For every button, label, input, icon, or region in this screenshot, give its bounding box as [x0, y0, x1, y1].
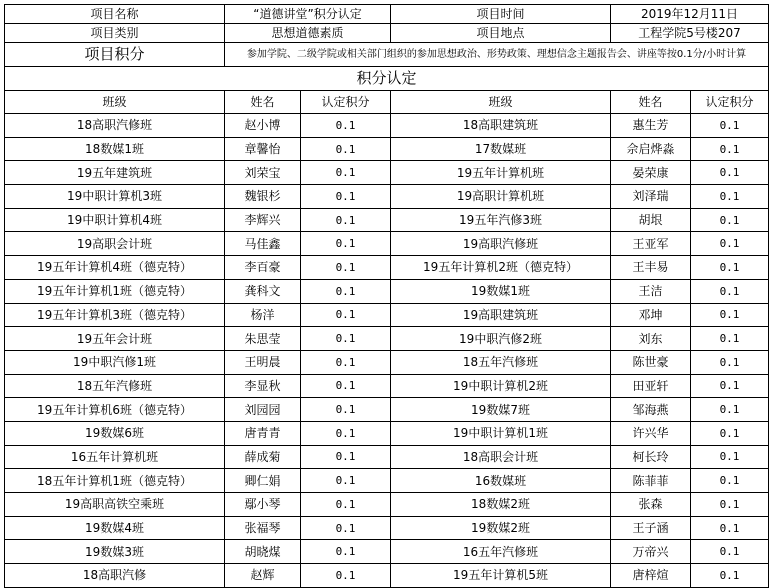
score-cell: 0.1 — [301, 564, 391, 588]
project-name-row — [5, 5, 769, 24]
score-cell: 0.1 — [691, 327, 769, 351]
class-cell: 18数媒1班 — [5, 137, 225, 161]
class-cell: 18高职会计班 — [391, 445, 611, 469]
score-cell: 0.1 — [301, 256, 391, 280]
class-cell: 17数媒班 — [391, 137, 611, 161]
name-cell: 唐梓煊 — [611, 564, 691, 588]
project-location-label: 项目地点 — [391, 24, 611, 43]
name-cell: 晏荣康 — [611, 161, 691, 185]
table-row — [5, 208, 769, 232]
table-row — [5, 445, 769, 469]
name-cell: 章馨怡 — [225, 137, 301, 161]
score-cell: 0.1 — [691, 516, 769, 540]
class-cell: 19中职计算机4班 — [5, 208, 225, 232]
class-cell: 19数媒1班 — [391, 279, 611, 303]
name-cell: 龚科文 — [225, 279, 301, 303]
class-cell: 19高职汽修班 — [391, 232, 611, 256]
name-cell: 邓坤 — [611, 303, 691, 327]
class-cell: 18高职汽修班 — [5, 114, 225, 138]
name-cell: 许兴华 — [611, 421, 691, 445]
class-cell: 18五年汽修班 — [5, 374, 225, 398]
name-cell: 李辉兴 — [225, 208, 301, 232]
score-cell: 0.1 — [691, 421, 769, 445]
name-cell: 刘东 — [611, 327, 691, 351]
table-row — [5, 398, 769, 422]
class-cell: 18高职建筑班 — [391, 114, 611, 138]
name-cell: 王丰易 — [611, 256, 691, 280]
class-cell: 19五年汽修3班 — [391, 208, 611, 232]
class-cell: 19五年计算机5班 — [391, 564, 611, 588]
class-cell: 19中职计算机3班 — [5, 185, 225, 209]
class-cell: 19高职会计班 — [5, 232, 225, 256]
score-cell: 0.1 — [301, 350, 391, 374]
class-cell: 19高职计算机班 — [391, 185, 611, 209]
name-cell: 薛成菊 — [225, 445, 301, 469]
score-cell: 0.1 — [691, 208, 769, 232]
name-cell: 柯长玲 — [611, 445, 691, 469]
score-cell: 0.1 — [301, 398, 391, 422]
section-title: 积分认定 — [5, 67, 769, 91]
name-cell: 张福琴 — [225, 516, 301, 540]
project-score-label: 项目积分 — [5, 43, 225, 67]
name-cell: 鄢小琴 — [225, 493, 301, 517]
table-row — [5, 493, 769, 517]
class-cell: 19五年计算机班 — [391, 161, 611, 185]
score-cell: 0.1 — [301, 232, 391, 256]
class-cell: 19数媒6班 — [5, 421, 225, 445]
table-row — [5, 516, 769, 540]
table-row — [5, 161, 769, 185]
score-cell: 0.1 — [691, 161, 769, 185]
name-cell: 马佳鑫 — [225, 232, 301, 256]
column-header-name: 姓名 — [225, 91, 301, 114]
score-cell: 0.1 — [301, 208, 391, 232]
project-category-label: 项目类别 — [5, 24, 225, 43]
name-cell: 刘泽瑞 — [611, 185, 691, 209]
score-cell: 0.1 — [691, 350, 769, 374]
class-cell: 16五年计算机班 — [5, 445, 225, 469]
table-row — [5, 327, 769, 351]
name-cell: 王明晨 — [225, 350, 301, 374]
score-cell: 0.1 — [691, 540, 769, 564]
class-cell: 19五年建筑班 — [5, 161, 225, 185]
column-header-score: 认定积分 — [691, 91, 769, 114]
name-cell: 刘荣宝 — [225, 161, 301, 185]
score-cell: 0.1 — [691, 469, 769, 493]
name-cell: 杨洋 — [225, 303, 301, 327]
table-row — [5, 114, 769, 138]
score-cell: 0.1 — [301, 374, 391, 398]
name-cell: 唐青青 — [225, 421, 301, 445]
class-cell: 19中职计算机2班 — [391, 374, 611, 398]
name-cell: 李显秋 — [225, 374, 301, 398]
section-title-row — [5, 67, 769, 91]
name-cell: 惠生芳 — [611, 114, 691, 138]
score-cell: 0.1 — [691, 114, 769, 138]
name-cell: 胡垠 — [611, 208, 691, 232]
name-cell: 朱思莹 — [225, 327, 301, 351]
score-cell: 0.1 — [691, 279, 769, 303]
class-cell: 18高职汽修 — [5, 564, 225, 588]
table-row — [5, 564, 769, 588]
class-cell: 18数媒2班 — [391, 493, 611, 517]
class-cell: 16五年汽修班 — [391, 540, 611, 564]
score-cell: 0.1 — [301, 303, 391, 327]
class-cell: 18五年汽修班 — [391, 350, 611, 374]
table-row — [5, 350, 769, 374]
name-cell: 王亚军 — [611, 232, 691, 256]
project-category-value: 思想道德素质 — [225, 24, 391, 43]
name-cell: 卿仁娟 — [225, 469, 301, 493]
name-cell: 王洁 — [611, 279, 691, 303]
class-cell: 19数媒4班 — [5, 516, 225, 540]
class-cell: 19五年计算机2班（德克特） — [391, 256, 611, 280]
table-row — [5, 469, 769, 493]
project-score-rule: 参加学院、二级学院或相关部门组织的参加思想政治、形势政策、理想信念主题报告会、讲座等按0.1分/小时计算 — [225, 43, 769, 67]
class-cell: 19数媒2班 — [391, 516, 611, 540]
table-row — [5, 279, 769, 303]
name-cell: 万帝兴 — [611, 540, 691, 564]
class-cell: 16数媒班 — [391, 469, 611, 493]
name-cell: 魏银杉 — [225, 185, 301, 209]
name-cell: 邹海燕 — [611, 398, 691, 422]
name-cell: 田亚轩 — [611, 374, 691, 398]
table-row — [5, 421, 769, 445]
project-location-value: 工程学院5号楼207 — [611, 24, 769, 43]
score-cell: 0.1 — [691, 493, 769, 517]
column-header-class: 班级 — [391, 91, 611, 114]
score-cell: 0.1 — [691, 398, 769, 422]
score-cell: 0.1 — [691, 445, 769, 469]
name-cell: 赵辉 — [225, 564, 301, 588]
class-cell: 19高职高铁空乘班 — [5, 493, 225, 517]
table-row — [5, 303, 769, 327]
class-cell: 19中职汽修2班 — [391, 327, 611, 351]
name-cell: 陈世豪 — [611, 350, 691, 374]
score-cell: 0.1 — [691, 564, 769, 588]
score-cell: 0.1 — [301, 327, 391, 351]
name-cell: 胡晓煤 — [225, 540, 301, 564]
project-time-label: 项目时间 — [391, 5, 611, 24]
project-name-label: 项目名称 — [5, 5, 225, 24]
score-cell: 0.1 — [691, 232, 769, 256]
table-row — [5, 374, 769, 398]
class-cell: 19数媒3班 — [5, 540, 225, 564]
class-cell: 19中职汽修1班 — [5, 350, 225, 374]
score-cell: 0.1 — [301, 540, 391, 564]
table-row — [5, 232, 769, 256]
project-time-value: 2019年12月11日 — [611, 5, 769, 24]
table-row — [5, 540, 769, 564]
score-cell: 0.1 — [301, 421, 391, 445]
class-cell: 19五年计算机3班（德克特） — [5, 303, 225, 327]
name-cell: 赵小博 — [225, 114, 301, 138]
project-category-row — [5, 24, 769, 43]
class-cell: 18五年计算机1班（德克特） — [5, 469, 225, 493]
score-cell: 0.1 — [301, 469, 391, 493]
column-header-name: 姓名 — [611, 91, 691, 114]
score-cell: 0.1 — [301, 516, 391, 540]
class-cell: 19五年会计班 — [5, 327, 225, 351]
name-cell: 刘园园 — [225, 398, 301, 422]
class-cell: 19五年计算机4班（德克特） — [5, 256, 225, 280]
class-cell: 19五年计算机1班（德克特） — [5, 279, 225, 303]
score-cell: 0.1 — [301, 114, 391, 138]
column-header-score: 认定积分 — [301, 91, 391, 114]
score-cell: 0.1 — [691, 374, 769, 398]
class-cell: 19中职计算机1班 — [391, 421, 611, 445]
name-cell: 张森 — [611, 493, 691, 517]
project-name-value: “道德讲堂”积分认定 — [225, 5, 391, 24]
score-cell: 0.1 — [301, 445, 391, 469]
score-cell: 0.1 — [301, 185, 391, 209]
column-header-row — [5, 91, 769, 114]
class-cell: 19高职建筑班 — [391, 303, 611, 327]
score-cell: 0.1 — [301, 137, 391, 161]
score-cell: 0.1 — [301, 493, 391, 517]
column-header-class: 班级 — [5, 91, 225, 114]
project-score-row — [5, 43, 769, 67]
table-row — [5, 256, 769, 280]
class-cell: 19数媒7班 — [391, 398, 611, 422]
score-recognition-table — [4, 4, 769, 588]
table-row — [5, 185, 769, 209]
score-cell: 0.1 — [301, 279, 391, 303]
score-cell: 0.1 — [301, 161, 391, 185]
name-cell: 李百豪 — [225, 256, 301, 280]
name-cell: 陈菲菲 — [611, 469, 691, 493]
name-cell: 王子涵 — [611, 516, 691, 540]
score-cell: 0.1 — [691, 303, 769, 327]
score-cell: 0.1 — [691, 137, 769, 161]
score-cell: 0.1 — [691, 185, 769, 209]
table-row — [5, 137, 769, 161]
name-cell: 佘启烨淼 — [611, 137, 691, 161]
class-cell: 19五年计算机6班（德克特） — [5, 398, 225, 422]
score-cell: 0.1 — [691, 256, 769, 280]
